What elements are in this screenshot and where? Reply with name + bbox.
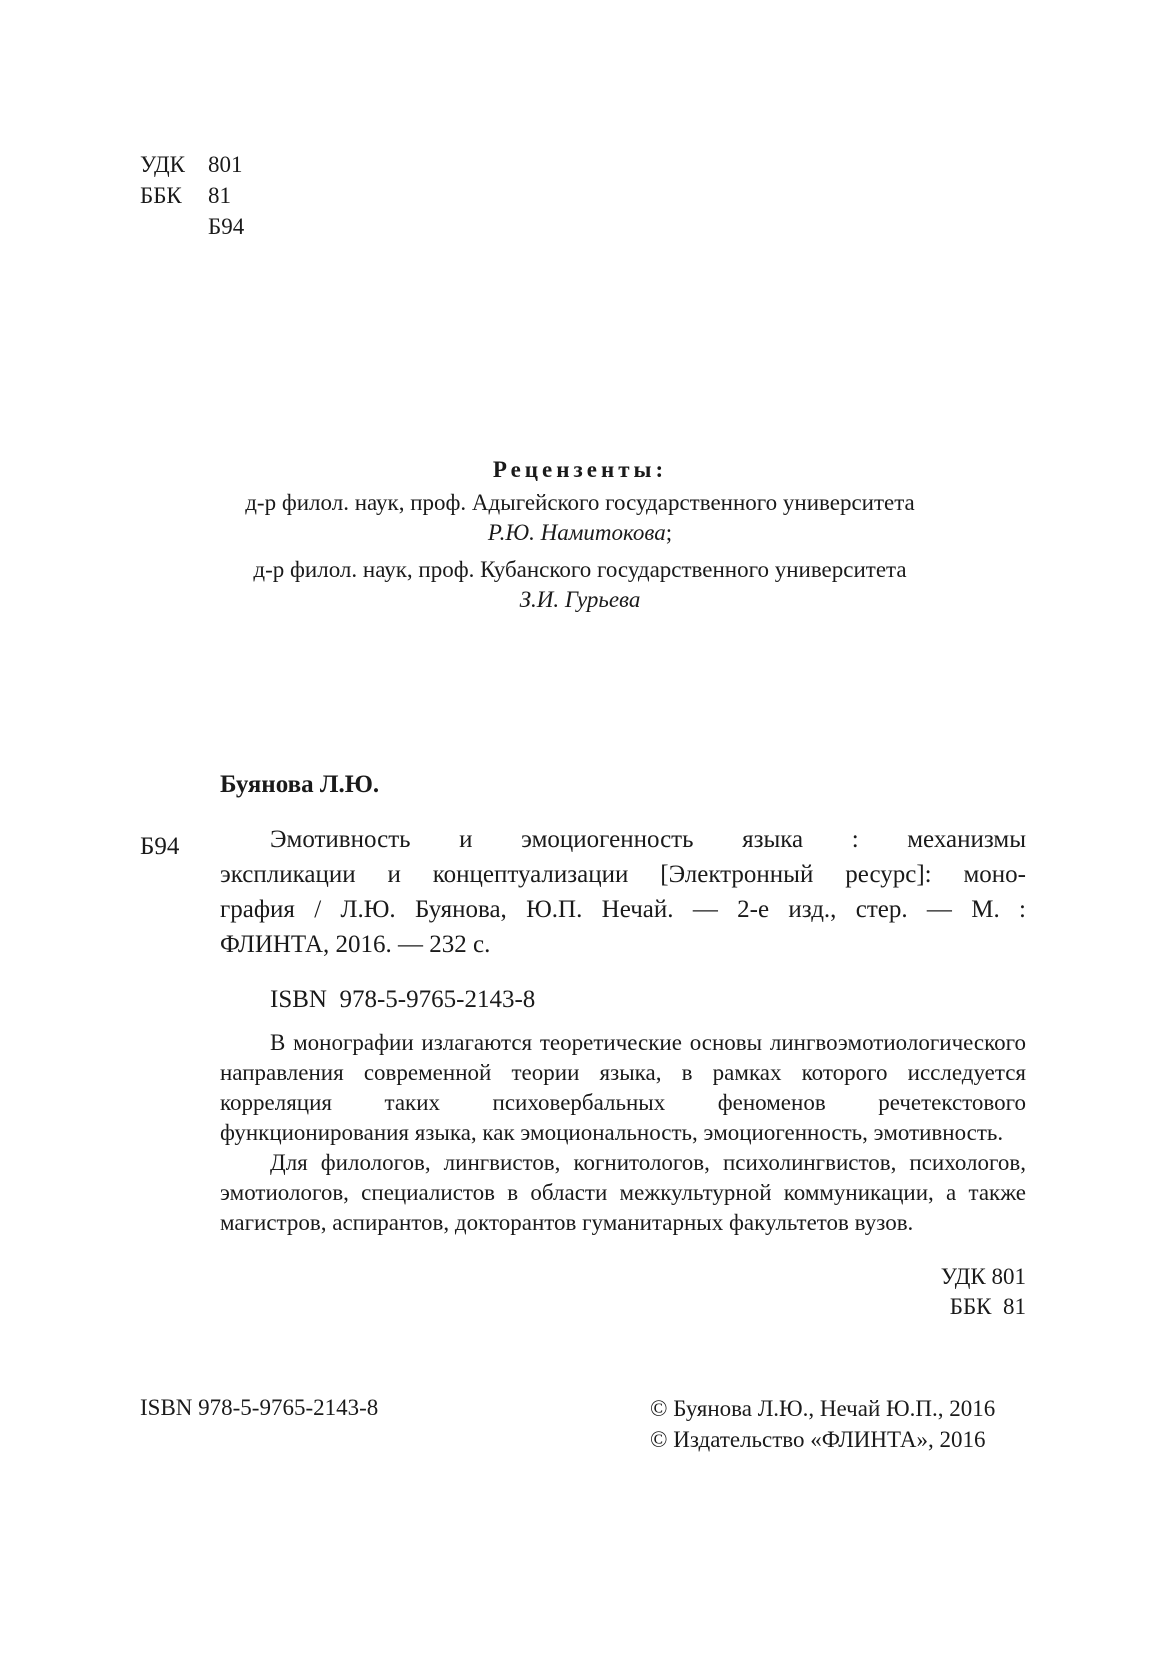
udk-right: УДК 801 [940, 1264, 1026, 1289]
footer-isbn: ISBN 978-5-9765-2143-8 [140, 1395, 379, 1420]
entry-isbn-value: 978-5-9765-2143-8 [339, 986, 536, 1013]
bbk-row [140, 181, 244, 212]
reviewer1-name: Р.Ю. Намитокова [487, 520, 666, 545]
cutter-row [140, 212, 244, 243]
entry-line-4: ФЛИНТА, 2016. — 232 с. [220, 931, 491, 958]
udk-value: 801 [208, 152, 243, 177]
bbk-value: 81 [208, 183, 231, 208]
reviewer1-name-line [180, 518, 980, 548]
copyright-block [650, 1393, 995, 1455]
entry-line-3: графия / Л.Ю. Буянова, Ю.П. Нечай. — 2-е изд., стер. — М. : [220, 896, 1026, 923]
bbk-label: ББК [140, 183, 182, 208]
classification-index-right [941, 1262, 1026, 1322]
classification-index [140, 150, 244, 243]
cutter-mark: Б94 [208, 214, 245, 239]
udk-row [140, 150, 244, 181]
annotation [220, 1028, 1026, 1238]
reviewer2-name: З.И. Гурьева [519, 587, 641, 612]
entry-isbn [270, 985, 535, 1015]
reviewers-heading: Рецензенты: [492, 457, 668, 482]
entry-isbn-label: ISBN [270, 986, 327, 1013]
copyright-publisher: © Издательство «ФЛИНТА», 2016 [650, 1427, 986, 1452]
author-heading: Буянова Л.Ю. [220, 771, 380, 798]
reviewer1-affiliation: д-р филол. наук, проф. Адыгейского государственного университета [245, 490, 915, 515]
annotation-paragraph-1: В монографии излагаются теоретические основы лингвоэмотиологического направления современной теории языка, в рамках которого исследуется корреляция таких психовербальных феноменов речетекстового функционирования языка, как эмоциональность, эмоциогенность, эмотивность. [220, 1030, 1026, 1145]
reviewer2-affiliation: д-р филол. наук, проф. Кубанского государственного университета [253, 557, 907, 582]
copyright-authors: © Буянова Л.Ю., Нечай Ю.П., 2016 [650, 1396, 996, 1421]
entry-line-1: Эмотивность и эмоциогенность языка : механизмы [270, 826, 1026, 853]
entry-line-2: экспликации и концептуализации [Электронный ресурс]: моно- [220, 861, 1026, 888]
reviewer1-punct: ; [665, 520, 673, 545]
udk-label: УДК [140, 152, 185, 177]
bibliographic-description [220, 822, 1026, 962]
entry-cutter-mark: Б94 [140, 833, 180, 860]
bbk-right: ББК 81 [949, 1294, 1026, 1319]
annotation-paragraph-2: Для филологов, лингвистов, когнитологов, психолингвистов, психологов, эмотиологов, специалистов в области межкультурной коммуникации, а также магистров, аспирантов, докторантов гуманитарных факультетов вузов. [220, 1150, 1026, 1235]
